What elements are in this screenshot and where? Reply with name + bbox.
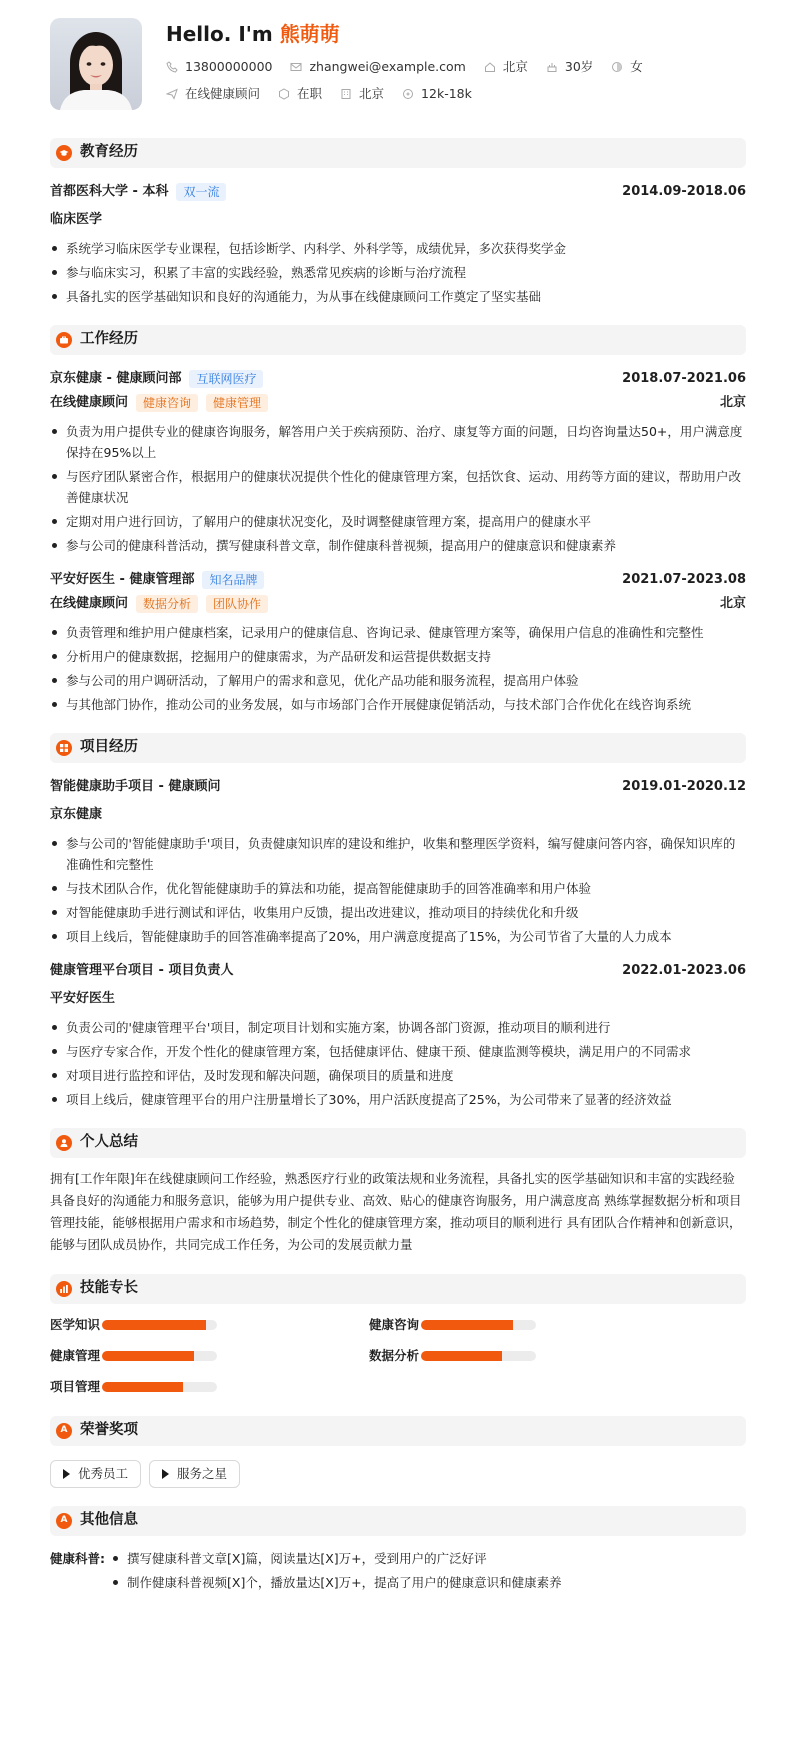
status-icon [278,88,290,100]
project-org: 京东健康 [50,807,103,823]
salary-item [402,85,472,103]
role-name: 在线健康顾问 [50,395,129,411]
greeting-title [166,20,661,48]
send-icon [166,88,178,100]
status-item [278,85,322,103]
list-item: 具备扎实的医学基础知识和良好的沟通能力，为从事在线健康顾问工作奠定了坚实基础 [50,286,746,307]
briefcase-icon [56,332,72,348]
work-title: 工作经历 [80,331,138,348]
education-title: 教育经历 [80,144,138,161]
summary-section-header [50,1128,746,1158]
phone-item [166,58,272,76]
honors-title: 荣誉奖项 [80,1422,138,1439]
play-icon [63,1469,70,1479]
salary-text: 12k-18k [421,86,472,101]
gender-item [611,58,643,76]
education-entry [50,180,746,307]
skill-bar [102,1351,217,1361]
skill-item [50,1345,369,1367]
skills-title: 技能专长 [80,1280,138,1297]
list-item: 参与公司的健康科普活动，撰写健康科普文章，制作健康科普视频，提高用户的健康意识和健康素养 [50,535,746,556]
target-city-text: 北京 [359,86,385,101]
job-intent-text: 在线健康顾问 [185,86,261,101]
city-text: 北京 [502,59,528,74]
avatar-portrait-icon [50,18,142,110]
avatar [50,18,142,110]
city-item [484,58,528,76]
skill-bar-fill [102,1320,206,1330]
greeting-prefix: Hello. I'm [166,22,280,46]
skill-item [50,1376,369,1398]
list-item: 对智能健康助手进行测试和评估，收集用户反馈，提出改进建议，推动项目的持续优化和升级 [50,902,746,923]
email-item [290,58,465,76]
work-bullets [50,421,746,556]
gender-text: 女 [630,59,643,74]
project-bullets [50,833,746,947]
project-org: 平安好医生 [50,991,116,1007]
skill-name: 医学知识 [50,1316,101,1332]
gender-icon [611,61,623,73]
work-entry [50,568,746,715]
list-item: 负责公司的'健康管理平台'项目，制定项目计划和实施方案，协调各部门资源，推动项目的顺利进行 [50,1017,746,1038]
skill-name: 项目管理 [50,1378,101,1394]
list-item: 参与公司的'智能健康助手'项目，负责健康知识库的建设和维护，收集和整理医学资料，编写健康问答内容，确保知识库的准确性和完整性 [50,833,746,875]
work-section-header [50,325,746,355]
skill-item [369,1314,688,1336]
graduation-cap-icon [56,145,72,161]
work-date: 2018.07-2021.06 [622,371,746,387]
list-item: 分析用户的健康数据，挖掘用户的健康需求，为产品研发和运营提供数据支持 [50,646,746,667]
building-icon [340,88,352,100]
skill-name: 健康管理 [50,1347,101,1363]
school-tag: 双一流 [176,183,226,201]
salary-icon [402,88,414,100]
skill-item [369,1345,688,1367]
major-name: 临床医学 [50,212,103,228]
education-section-header [50,138,746,168]
resume-header [50,18,746,120]
home-icon [484,61,496,73]
contact-row [166,58,661,76]
honors-list [50,1460,746,1488]
skill-bar-fill [421,1320,513,1330]
award-icon: A [56,1423,72,1439]
list-item: 撰写健康科普文章[X]篇，阅读量达[X]万+，受到用户的广泛好评 [111,1548,562,1569]
skill-bar [421,1320,536,1330]
other-section-header [50,1506,746,1536]
other-title: 其他信息 [80,1512,138,1529]
skill-item [50,1314,369,1336]
other-bullets [111,1548,562,1596]
honor-badge [50,1460,141,1488]
other-info [50,1548,746,1596]
list-item: 参与临床实习，积累了丰富的实践经验，熟悉常见疾病的诊断与治疗流程 [50,262,746,283]
grid-icon [56,740,72,756]
project-bullets [50,1017,746,1110]
project-name: 智能健康助手项目 - 健康顾问 [50,779,221,795]
list-item: 负责为用户提供专业的健康咨询服务，解答用户关于疾病预防、治疗、康复等方面的问题，日均咨询量达50+，用户满意度保持在95%以上 [50,421,746,463]
company-tag: 互联网医疗 [189,370,263,388]
skills-grid [50,1314,746,1398]
work-date: 2021.07-2023.08 [622,572,746,588]
person-icon [56,1135,72,1151]
phone-text: 13800000000 [185,59,273,74]
age-item [546,58,593,76]
skill-bar [102,1320,217,1330]
target-city-item [340,85,384,103]
school-name: 首都医科大学 - 本科 [50,184,169,200]
list-item: 与其他部门协作，推动公司的业务发展，如与市场部门合作开展健康促销活动，与技术部门合作优化在线咨询系统 [50,694,746,715]
project-date: 2022.01-2023.06 [622,963,746,979]
project-entry [50,959,746,1110]
project-name: 健康管理平台项目 - 项目负责人 [50,963,234,979]
company-tag: 知名品牌 [202,571,264,589]
summary-title: 个人总结 [80,1134,138,1151]
list-item: 负责管理和维护用户健康档案，记录用户的健康信息、咨询记录、健康管理方案等，确保用户信息的准确性和完整性 [50,622,746,643]
skill-bar [421,1351,536,1361]
role-name: 在线健康顾问 [50,596,129,612]
job-intent-item [166,85,260,103]
list-item: 项目上线后，智能健康助手的回答准确率提高了20%，用户满意度提高了15%，为公司节省了大量的人力成本 [50,926,746,947]
project-date: 2019.01-2020.12 [622,779,746,795]
projects-section-header [50,733,746,763]
summary-text: 拥有[工作年限]年在线健康顾问工作经验，熟悉医疗行业的政策法规和业务流程，具备扎实的医学基础知识和丰富的实践经验 具备良好的沟通能力和服务意识，能够为用户提供专业、高效、贴心的健康咨询服务，用户满意度高 熟练掌握数据分析和项目管理技能，能够根据用户需求和市场趋势，制定个性化的健康管理方案，推动项目的顺利进行 具有团队合作精神和创新意识，能够与团队成员协作，共同完成工作任务，为公司的发展贡献力量 [50,1171,742,1252]
list-item: 与医疗专家合作，开发个性化的健康管理方案，包括健康评估、健康干预、健康监测等模块，满足用户的不同需求 [50,1041,746,1062]
list-item: 与医疗团队紧密合作，根据用户的健康状况提供个性化的健康管理方案，包括饮食、运动、用药等方面的建议，帮助用户改善健康状况 [50,466,746,508]
list-item: 系统学习临床医学专业课程，包括诊断学、内科学、外科学等，成绩优异，多次获得奖学金 [50,238,746,259]
company-name: 平安好医生 - 健康管理部 [50,572,195,588]
status-text: 在职 [297,86,323,101]
skill-bar-fill [102,1351,194,1361]
skill-tag: 数据分析 [136,595,198,613]
skill-name: 数据分析 [369,1347,420,1363]
honors-section-header [50,1416,746,1446]
skill-tag: 健康咨询 [136,394,198,412]
list-item: 项目上线后，健康管理平台的用户注册量增长了30%，用户活跃度提高了25%，为公司带来了显著的经济效益 [50,1089,746,1110]
list-item: 制作健康科普视频[X]个，播放量达[X]万+，提高了用户的健康意识和健康素养 [111,1572,562,1593]
honor-label: 优秀员工 [78,1465,129,1481]
play-icon [162,1469,169,1479]
skill-bar [102,1382,217,1392]
work-location: 北京 [719,395,746,411]
other-label: 健康科普: [50,1551,105,1566]
skill-name: 健康咨询 [369,1316,420,1332]
skills-section-header [50,1274,746,1304]
skill-tag: 团队协作 [206,595,268,613]
honor-badge [149,1460,240,1488]
work-location: 北京 [719,596,746,612]
mail-icon [290,61,302,73]
bar-chart-icon [56,1281,72,1297]
work-bullets [50,622,746,715]
email-text: zhangwei@example.com [309,59,466,74]
list-item: 定期对用户进行回访，了解用户的健康状况变化，及时调整健康管理方案，提高用户的健康水平 [50,511,746,532]
skill-tag: 健康管理 [206,394,268,412]
info-icon: A [56,1513,72,1529]
education-bullets [50,238,746,307]
phone-icon [166,61,178,73]
projects-title: 项目经历 [80,739,138,756]
company-name: 京东健康 - 健康顾问部 [50,371,182,387]
age-text: 30岁 [564,59,594,74]
list-item: 对项目进行监控和评估，及时发现和解决问题，确保项目的质量和进度 [50,1065,746,1086]
cake-icon [546,61,558,73]
list-item: 参与公司的用户调研活动，了解用户的需求和意见，优化产品功能和服务流程，提高用户体验 [50,670,746,691]
honor-label: 服务之星 [177,1465,228,1481]
education-date: 2014.09-2018.06 [622,184,746,200]
project-entry [50,775,746,947]
work-entry [50,367,746,556]
candidate-name: 熊萌萌 [279,22,340,46]
skill-bar-fill [421,1351,502,1361]
skill-bar-fill [102,1382,183,1392]
intent-row [166,85,661,103]
list-item: 与技术团队合作，优化智能健康助手的算法和功能，提高智能健康助手的回答准确率和用户体验 [50,878,746,899]
